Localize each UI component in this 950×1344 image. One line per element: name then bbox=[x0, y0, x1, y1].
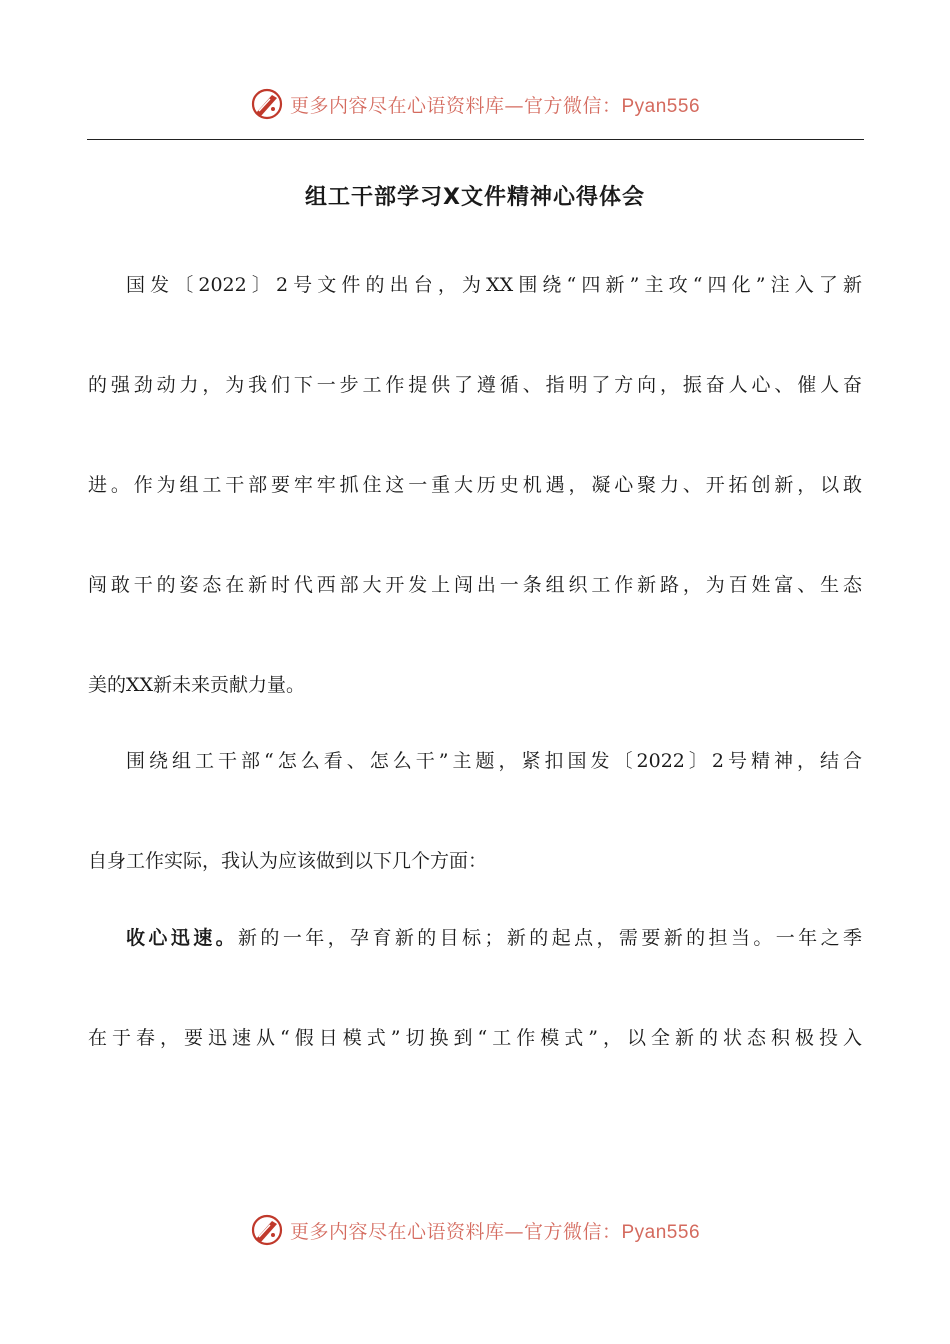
header-banner-handle: Pyan556 bbox=[621, 95, 701, 117]
paragraph-line: 围绕组工干部“怎么看、怎么干”主题，紧扣国发〔2022〕2号精神，结合 bbox=[126, 750, 862, 772]
paragraph-line: 国发〔2022〕2号文件的出台，为XX围绕“四新”主攻“四化”注入了新 bbox=[126, 274, 862, 296]
document-title: 组工干部学习X文件精神心得体会 bbox=[305, 185, 645, 210]
paragraph-line: 的强劲动力，为我们下一步工作提供了遵循、指明了方向，振奋人心、催人奋 bbox=[88, 374, 862, 396]
paragraph-line: 美的XX新未来贡献力量。 bbox=[88, 674, 306, 696]
pen-nib-logo-icon bbox=[250, 87, 284, 121]
paragraph-line: 自身工作实际，我认为应该做到以下几个方面： bbox=[88, 850, 488, 872]
paragraph-line: 在于春，要迅速从“假日模式”切换到“工作模式”，以全新的状态积极投入 bbox=[88, 1027, 862, 1049]
paragraph-line bbox=[126, 925, 862, 951]
paragraph-line: 闯敢干的姿态在新时代西部大开发上闯出一条组织工作新路，为百姓富、生态 bbox=[88, 574, 862, 596]
footer-banner bbox=[0, 1210, 950, 1250]
header-divider bbox=[87, 139, 864, 140]
header-banner bbox=[0, 84, 950, 124]
header-banner-text: 更多内容尽在心语资料库—官方微信：Pyan556 bbox=[289, 94, 701, 117]
paragraph-line: 进。作为组工干部要牢牢抓住这一重大历史机遇，凝心聚力、开拓创新，以敢 bbox=[88, 474, 862, 496]
pen-nib-logo-icon bbox=[250, 1213, 284, 1247]
paragraph-lead-text: 新的一年，孕育新的目标；新的起点，需要新的担当。一年之季 bbox=[238, 927, 862, 949]
footer-banner-text: 更多内容尽在心语资料库—官方微信：Pyan556 bbox=[289, 1220, 701, 1243]
paragraph-lead-heading: 收心迅速。 bbox=[126, 927, 239, 949]
footer-banner-handle: Pyan556 bbox=[621, 1221, 701, 1243]
